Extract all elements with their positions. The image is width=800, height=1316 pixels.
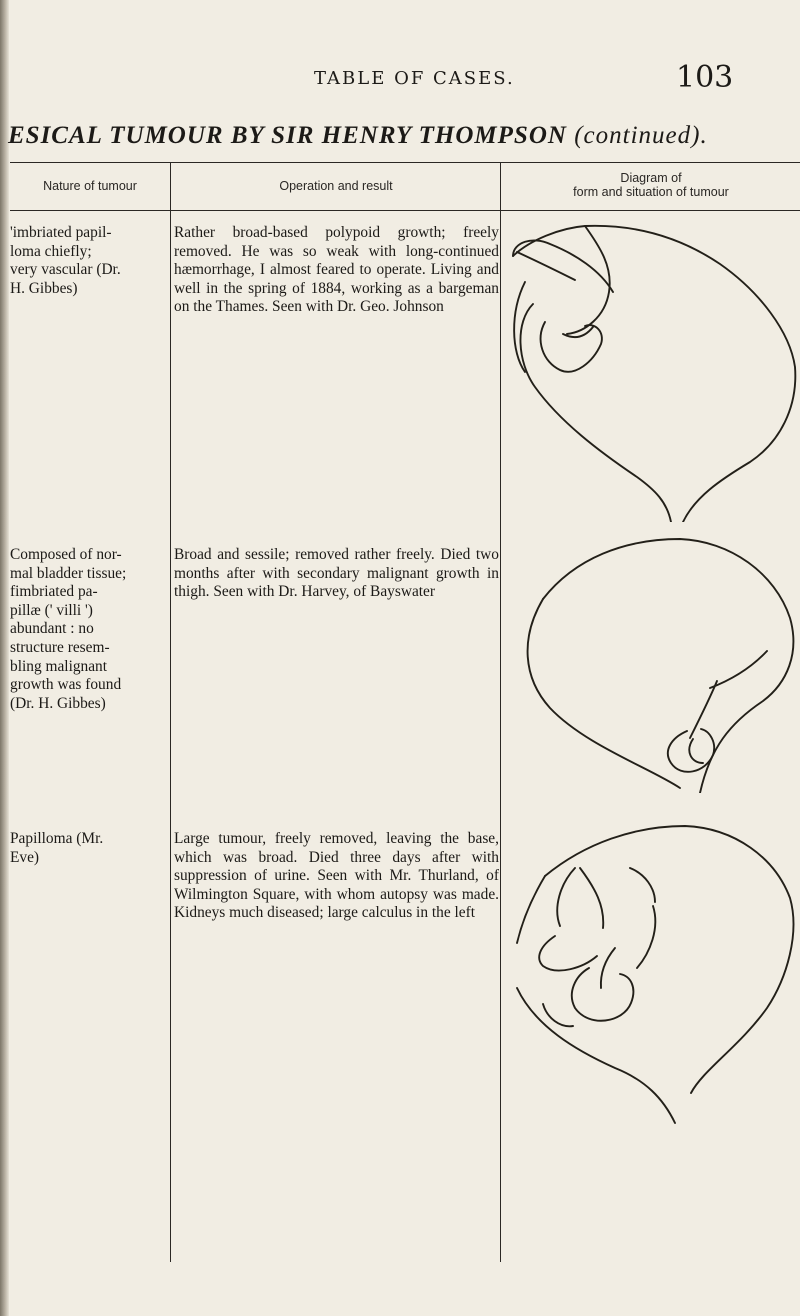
header-operation: Operation and result bbox=[279, 179, 393, 193]
page-number: 103 bbox=[676, 60, 734, 95]
column-divider-2 bbox=[500, 162, 501, 1262]
row-2-nature: Composed of nor- mal bladder tissue; fimbriated pa- pillæ (' villi ') abundant : no structure resem- bling malignant growth was found (Dr. H. Gibbes) bbox=[10, 546, 127, 712]
row-1-nature: 'imbriated papil- loma chiefly; very vascular (Dr. H. Gibbes) bbox=[10, 224, 121, 297]
header-diagram: Diagram of form and situation of tumour bbox=[573, 171, 729, 199]
header-nature: Nature of tumour bbox=[43, 179, 137, 193]
row-1-bladder-diagram-icon bbox=[505, 222, 800, 522]
table-title-continued: (continued). bbox=[574, 122, 708, 149]
running-head bbox=[0, 62, 800, 96]
row-3-nature: Papilloma (Mr. Eve) bbox=[10, 830, 104, 866]
table-title-main: ESICAL TUMOUR BY SIR HENRY THOMPSON bbox=[8, 122, 567, 149]
page-spine-shadow bbox=[0, 0, 9, 1316]
running-head-title: TABLE OF CASES. bbox=[314, 68, 515, 89]
header-top-rule bbox=[10, 162, 800, 163]
row-2-bladder-diagram-icon bbox=[505, 533, 800, 793]
row-1-operation: Rather broad-based polypoid growth; freely removed. He was so weak with long-continued hæmorrhage, I almost feared to operate. Living and well in the spring of 1884, working as a bargeman on the Thames. Seen with Dr. Geo. Johnson bbox=[174, 224, 499, 316]
row-2-operation: Broad and sessile; removed rather freely. Died two months after with secondary malignant growth in thigh. Seen with Dr. Harvey, of Bayswater bbox=[174, 546, 499, 601]
header-bottom-rule bbox=[10, 210, 800, 211]
row-3-bladder-diagram-icon bbox=[505, 818, 800, 1148]
row-3-operation: Large tumour, freely removed, leaving the base, which was broad. Died three days after with suppression of urine. Seen with Mr. Thurland, of Wilmington Square, with whom autopsy was made. Kidneys much diseased; large calculus in the left bbox=[174, 830, 499, 922]
table-title bbox=[8, 122, 708, 150]
